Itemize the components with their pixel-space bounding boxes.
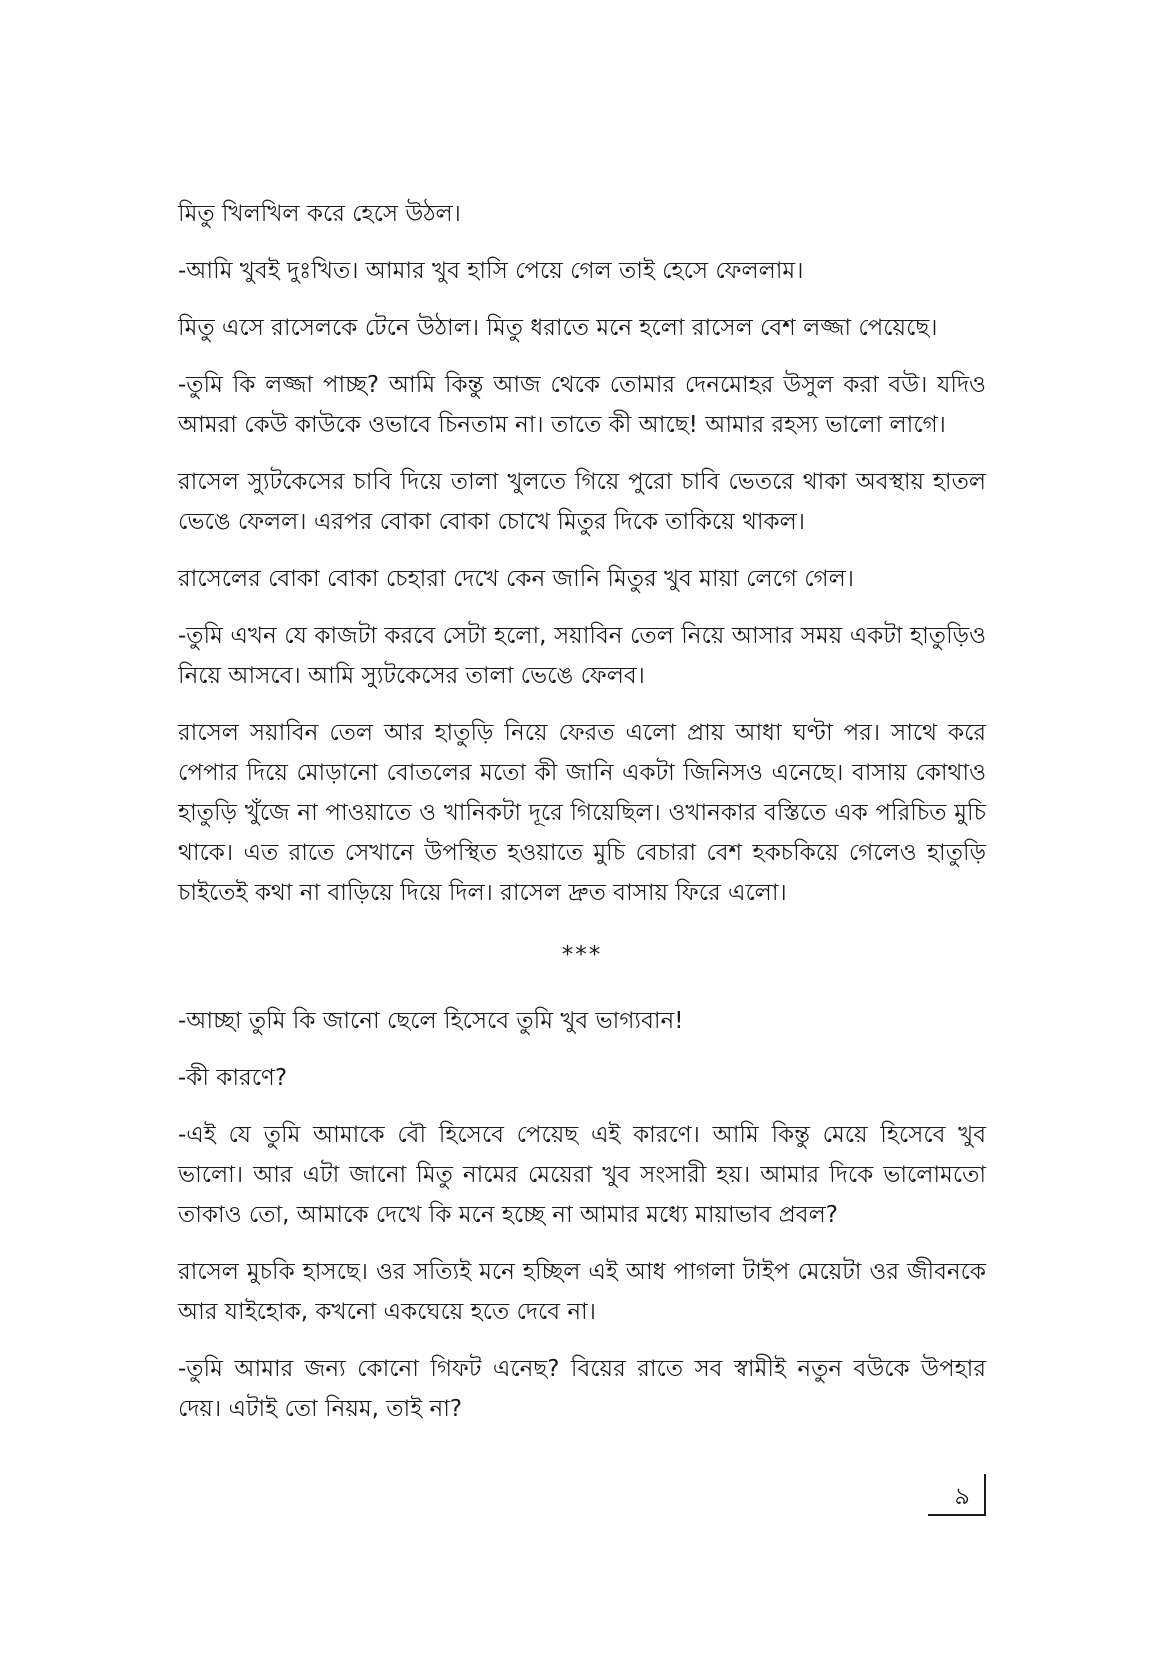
paragraph-4: -তুমি কি লজ্জা পাচ্ছ? আমি কিন্তু আজ থেকে তোমার দেনমোহর উসুল করা বউ। যদিও আমরা কেউ কাউকে ওভাবে চিনতাম না। তাতে কী আছে! আমার রহস্য ভালো লাগে। (178, 372, 986, 438)
paragraph-8: রাসেল সয়াবিন তেল আর হাতুড়ি নিয়ে ফেরত এলো প্রায় আধা ঘণ্টা পর। সাথে করে পেপার দিয়ে মোড়ানো বোতলের মতো কী জানি একটা জিনিসও এনেছে। বাসায় কোথাও হাতুড়ি খুঁজে না পাওয়াতে ও খানিকটা দূরে গিয়েছিল। ওখানকার বস্তিতে এক পরিচিত মুচি থাকে। এত রাতে সেখানে উপস্থিত হওয়াতে মুচি বেচারা বেশ হকচকিয়ে গেলেও হাতুড়ি চাইতেই কথা না বাড়িয়ে দিয়ে দিল। রাসেল দ্রুত বাসায় ফিরে এলো। (178, 720, 986, 906)
paragraph-6: রাসেলের বোকা বোকা চেহারা দেখে কেন জানি মিতুর খুব মায়া লেগে গেল। (178, 566, 854, 592)
section-divider: *** (561, 942, 603, 968)
paragraph-11: -এই যে তুমি আমাকে বৌ হিসেবে পেয়েছ এই কারণে। আমি কিন্তু মেয়ে হিসেবে খুব ভালো। আর এটা জানো মিতু নামের মেয়েরা খুব সংসারী হয়। আমার দিকে ভালোমতো তাকাও তো, আমাকে দেখে কি মনে হচ্ছে না আমার মধ্যে মায়াভাব প্রবল? (178, 1122, 986, 1228)
paragraph-12: রাসেল মুচকি হাসছে। ওর সত্যিই মনে হচ্ছিল এই আধ পাগলা টাইপ মেয়েটা ওর জীবনকে আর যাইহোক, কখনো একঘেয়ে হতে দেবে না। (178, 1259, 986, 1325)
paragraph-1: মিতু খিলখিল করে হেসে উঠল। (178, 201, 461, 227)
paragraph-5: রাসেল স্যুটকেসের চাবি দিয়ে তালা খুলতে গিয়ে পুরো চাবি ভেতরে থাকা অবস্থায় হাতল ভেঙে ফেলল। এরপর বোকা বোকা চোখে মিতুর দিকে তাকিয়ে থাকল। (178, 469, 986, 535)
paragraph-3: মিতু এসে রাসেলকে টেনে উঠাল। মিতু ধরাতে মনে হলো রাসেল বেশ লজ্জা পেয়েছে। (178, 315, 938, 341)
paragraph-9: -আচ্ছা তুমি কি জানো ছেলে হিসেবে তুমি খুব ভাগ্যবান! (178, 1008, 684, 1034)
paragraph-13: -তুমি আমার জন্য কোনো গিফট এনেছ? বিয়ের রাতে সব স্বামীই নতুন বউকে উপহার দেয়। এটাই তো নিয়ম, তাই না? (178, 1356, 986, 1422)
paragraph-10: -কী কারণে? (178, 1065, 288, 1091)
book-page-body (178, 194, 986, 1446)
page-number-frame (928, 1474, 986, 1516)
page-number: ৯ (954, 1482, 970, 1510)
paragraph-2: -আমি খুবই দুঃখিত। আমার খুব হাসি পেয়ে গেল তাই হেসে ফেললাম। (178, 258, 804, 284)
paragraph-7: -তুমি এখন যে কাজটা করবে সেটা হলো, সয়াবিন তেল নিয়ে আসার সময় একটা হাতুড়িও নিয়ে আসবে। আমি স্যুটকেসের তালা ভেঙে ফেলব। (178, 623, 986, 689)
